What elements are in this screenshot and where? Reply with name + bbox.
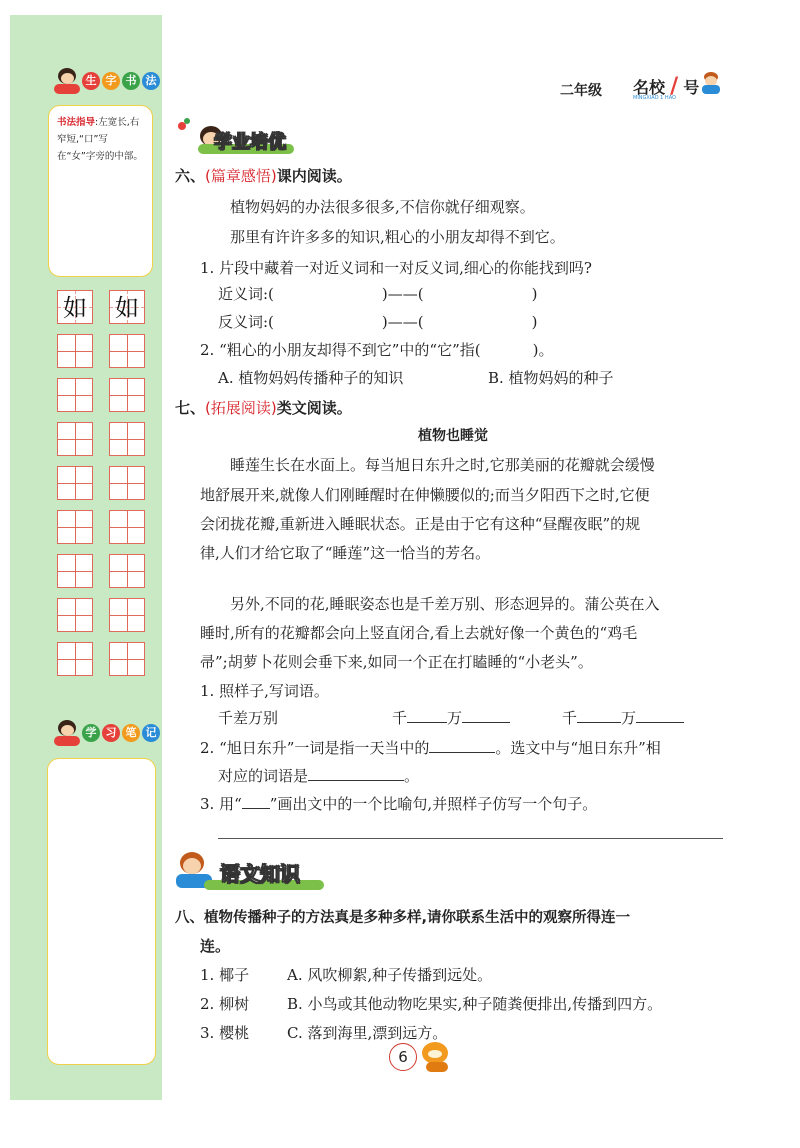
match-right-c[interactable]: C. 落到海里,漂到远方。 xyxy=(287,1024,448,1042)
qian-char: 千 xyxy=(562,709,578,727)
word-fill-1-blank-b[interactable] xyxy=(462,708,510,723)
writing-cell-example-2 xyxy=(109,290,145,324)
paren-end: ) xyxy=(531,313,538,331)
match-right-b[interactable]: B. 小鸟或其他动物吃果实,种子随粪便排出,传播到四方。 xyxy=(287,995,663,1013)
calligraphy-char-1: 生 xyxy=(82,72,100,90)
notes-area[interactable] xyxy=(47,758,156,1065)
q2-blank-1[interactable] xyxy=(429,738,495,753)
q2-line1b: 。选文中与“旭日东升”相 xyxy=(495,739,661,757)
antonym-label: 反义词:( xyxy=(218,313,274,331)
example-char: 如 xyxy=(63,294,87,322)
qian-char: 千 xyxy=(392,709,408,727)
guide-label: 书法指导 xyxy=(57,117,96,128)
article-para1-line-4: 律,人们才给它取了“睡莲”这一恰当的芳名。 xyxy=(200,544,491,562)
section7-heading xyxy=(175,398,352,418)
writing-cell[interactable] xyxy=(109,554,145,588)
section7-question-2-line-1 xyxy=(200,738,661,758)
writing-grid xyxy=(57,290,145,686)
article-para2-line-2: 睡时,所有的花瓣都会向上竖直闭合,看上去就好像一个黄色的“鸡毛 xyxy=(200,624,638,642)
q2-line2b: 。 xyxy=(404,767,420,785)
brand-sub: MINGXIAO 1 HAO xyxy=(633,95,676,101)
article-title: 植物也睡觉 xyxy=(418,428,488,444)
match-right-a[interactable]: A. 风吹柳絮,种子传播到远处。 xyxy=(287,966,493,984)
writing-cell[interactable] xyxy=(109,642,145,676)
match-left-2[interactable]: 2. 柳树 xyxy=(200,995,250,1013)
match-left-3[interactable]: 3. 樱桃 xyxy=(200,1024,250,1042)
writing-cell[interactable] xyxy=(57,334,93,368)
antonym-row xyxy=(218,312,537,332)
page-number: 6 xyxy=(389,1043,417,1071)
calligraphy-header xyxy=(52,68,162,96)
writing-cell[interactable] xyxy=(57,378,93,412)
q2-option-b[interactable]: B. 植物妈妈的种子 xyxy=(488,369,614,387)
reading-kid-icon xyxy=(52,720,82,748)
section6-question-1: 1. 片段中藏着一对近义词和一对反义词,细心的你能找到吗? xyxy=(200,259,592,277)
writing-cell[interactable] xyxy=(57,422,93,456)
notes-char-3: 笔 xyxy=(122,724,140,742)
section7-question-1: 1. 照样子,写词语。 xyxy=(200,682,329,700)
calligraphy-char-2: 字 xyxy=(102,72,120,90)
synonym-label: 近义词:( xyxy=(218,285,274,303)
example-word: 千差万别 xyxy=(218,709,279,727)
banner-study-title: 学业培优 xyxy=(214,132,286,153)
word-fill-2-blank-b[interactable] xyxy=(636,708,684,723)
q2-text: 2. “粗心的小朋友却得不到它”中的“它”指( xyxy=(200,341,481,359)
brand-logo xyxy=(633,74,699,101)
notes-header xyxy=(52,720,162,748)
wan-char: 万 xyxy=(621,709,637,727)
wan-char: 万 xyxy=(447,709,463,727)
q3-a: 3. 用“ xyxy=(200,795,242,813)
article-para2-line-3: 帚”;胡萝卜花则会垂下来,如同一个正在打瞌睡的“小老头”。 xyxy=(200,653,593,671)
q2-line1a: 2. “旭日东升”一词是指一天当中的 xyxy=(200,739,430,757)
section6-passage-line-2: 那里有许许多多的知识,粗心的小朋友却得不到它。 xyxy=(230,228,565,246)
section7-title: 类文阅读。 xyxy=(276,399,352,417)
guide-text: :左宽长,右窄短,“口”写在“女”字旁的中部。 xyxy=(57,117,143,162)
writing-cell[interactable] xyxy=(109,422,145,456)
synonym-row xyxy=(218,284,537,304)
writing-cell[interactable] xyxy=(57,554,93,588)
banner-knowledge-title: 语文知识 xyxy=(220,862,300,886)
word-fill-2 xyxy=(562,708,684,728)
calligraphy-guide-box xyxy=(48,105,153,277)
section6-title: 课内阅读。 xyxy=(276,167,352,185)
notes-char-4: 记 xyxy=(142,724,160,742)
brand-kid-icon xyxy=(700,72,722,94)
match-left-1[interactable]: 1. 椰子 xyxy=(200,966,250,984)
q2-option-a[interactable]: A. 植物妈妈传播种子的知识 xyxy=(218,369,404,387)
writing-cell[interactable] xyxy=(109,598,145,632)
section8-line-1: 八、植物传播种子的方法真是多种多样,请你联系生活中的观察所得连一 xyxy=(175,910,631,926)
section8-line-2: 连。 xyxy=(200,937,231,955)
writing-cell-example-1 xyxy=(57,290,93,324)
q2-end: )。 xyxy=(532,341,554,359)
paren-end: ) xyxy=(531,285,538,303)
article-para2-line-1: 另外,不同的花,睡眠姿态也是千差万别、形态迥异的。蒲公英在入 xyxy=(230,595,660,613)
example-char: 如 xyxy=(115,294,139,322)
section6-heading xyxy=(175,166,352,186)
brand-name: 名校 xyxy=(633,78,666,97)
section7-question-3 xyxy=(200,794,597,814)
q3-underline-sample xyxy=(242,794,270,809)
q2-line2a: 对应的词语是 xyxy=(218,767,309,785)
section6-number: 六、 xyxy=(175,167,206,185)
writing-cell[interactable] xyxy=(57,510,93,544)
section7-question-2-line-2 xyxy=(218,766,419,786)
writing-cell[interactable] xyxy=(57,642,93,676)
section7-number: 七、 xyxy=(175,399,206,417)
writing-cell[interactable] xyxy=(109,334,145,368)
section6-question-2 xyxy=(200,340,553,360)
section6-tag: (篇章感悟) xyxy=(205,167,277,185)
q2-blank-2[interactable] xyxy=(308,766,404,781)
section6-passage-line-1: 植物妈妈的办法很多很多,不信你就仔细观察。 xyxy=(230,198,535,216)
article-para1-line-3: 会闭拢花瓣,重新进入睡眠状态。正是由于它有这种“昼醒夜眠”的规 xyxy=(200,515,641,533)
q3-b: ”画出文中的一个比喻句,并照样子仿写一个句子。 xyxy=(269,795,598,813)
notes-char-2: 习 xyxy=(102,724,120,742)
grade-label: 二年级 xyxy=(560,83,602,99)
notes-char-1: 学 xyxy=(82,724,100,742)
article-para1-line-2: 地舒展开来,就像人们刚睡醒时在伸懒腰似的;而当夕阳西下之时,它便 xyxy=(200,486,650,504)
writing-cell[interactable] xyxy=(109,378,145,412)
tiger-mascot-icon xyxy=(420,1040,452,1072)
writing-cell[interactable] xyxy=(109,466,145,500)
reading-kid-icon xyxy=(52,68,82,96)
paren-mid: )——( xyxy=(381,285,424,303)
writing-cell[interactable] xyxy=(57,466,93,500)
article-para1-line-1: 睡莲生长在水面上。每当旭日东升之时,它那美丽的花瓣就会缓慢 xyxy=(230,456,655,474)
word-fill-1 xyxy=(392,708,510,728)
writing-cell[interactable] xyxy=(109,510,145,544)
section7-tag: (拓展阅读) xyxy=(205,399,277,417)
paren-mid: )——( xyxy=(381,313,424,331)
calligraphy-char-4: 法 xyxy=(142,72,160,90)
word-fill-2-blank-a[interactable] xyxy=(577,708,621,723)
word-fill-1-blank-a[interactable] xyxy=(407,708,447,723)
writing-cell[interactable] xyxy=(57,598,93,632)
calligraphy-char-3: 书 xyxy=(122,72,140,90)
brand-slash-icon: / xyxy=(670,74,679,99)
q3-answer-line[interactable] xyxy=(218,838,723,839)
brand-num: 号 xyxy=(683,78,700,97)
